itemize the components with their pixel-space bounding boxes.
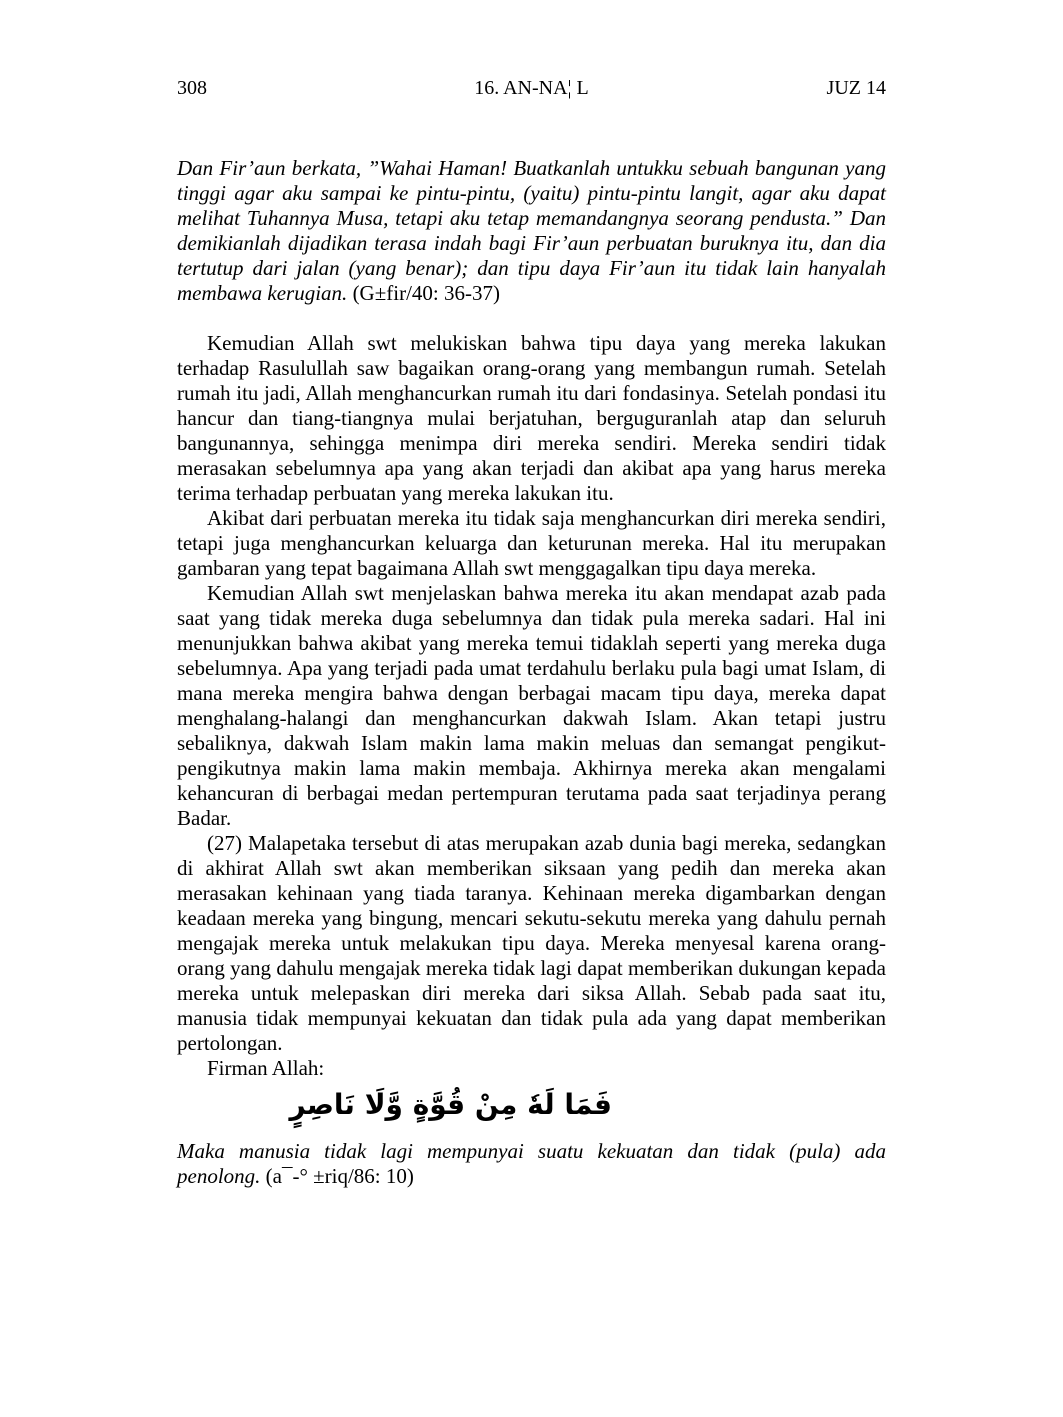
juz-label: JUZ 14 [826,77,886,99]
arabic-verse: فَمَا لَهٗ مِنْ قُوَّةٍ وَّلَا نَاصِرٍ [289,1088,612,1121]
paragraph: Firman Allah: [207,1056,325,1080]
paragraph: Kemudian Allah swt melukiskan bahwa tipu daya yang mereka lakukan terhadap Rasulullah saw bagaikan orang-orang yang membangun rumah. Setelah rumah itu jadi, Allah menghancurkan rumah itu dari fondasinya. Setelah pondasi itu hancur dan tiang-tiangnya mulai berjatuhan, berguguranlah atap dan seluruh bangunannya, sehingga menimpa diri mereka sendiri. Mereka sendiri tidak merasakan sebelumnya apa yang akan terjadi dan akibat apa yang harus mereka terima terhadap perbuatan yang mereka lakukan itu. [177,331,886,505]
quote-text: Dan Fir’aun berkata, ”Wahai Haman! Buatkanlah untukku sebuah bangunan yang tinggi agar aku sampai ke pintu-pintu, (yaitu) pintu-pintu langit, agar aku dapat melihat Tuhannya Musa, tetapi aku tetap memandangnya seorang pendusta.” Dan demikianlah dijadikan terasa indah bagi Fir’aun perbuatan buruknya itu, dan dia tertutup dari jalan (yang benar); dan tipu daya Fir’aun itu tidak lain hanyalah membawa kerugian. [177,156,886,305]
closing-reference: (a¯-° ±riq/86: 10) [265,1164,414,1188]
page-header [177,72,886,104]
paragraph: Akibat dari perbuatan mereka itu tidak saja menghancurkan diri mereka sendiri, tetapi juga menghancurkan keluarga dan keturunan mereka. Hal itu merupakan gambaran yang tepat bagaimana Allah swt menggagalkan tipu daya mereka. [177,506,886,580]
chapter-title: 16. AN-NA¦ L [474,77,589,99]
paragraph: Kemudian Allah swt menjelaskan bahwa mereka itu akan mendapat azab pada saat yang tidak mereka duga sebelumnya dan tidak pula mereka sadari. Hal ini menunjukkan bahwa akibat yang mereka temui tidaklah seperti yang mereka duga sebelumnya. Apa yang terjadi pada umat terdahulu berlaku pula bagi umat Islam, di mana mereka mengira bahwa dengan berbagai macam tipu daya, mereka dapat menghalang-halangi dan menghancurkan dakwah Islam. Akan tetapi justru sebaliknya, dakwah Islam makin lama makin meluas dan semangat pengikut-pengikutnya makin lama makin membaja. Akhirnya mereka akan mengalami kehancuran di berbagai medan pertempuran terutama pada saat terjadinya perang Badar. [177,581,886,830]
closing-text: Maka manusia tidak lagi mempunyai suatu kekuatan dan tidak (pula) ada penolong. [177,1139,886,1188]
quran-translation-quote [177,156,886,306]
verse-translation [177,1139,886,1189]
document-page [177,72,886,1189]
quote-reference: (G±fir/40: 36-37) [352,281,500,305]
commentary-body [177,331,886,1081]
page-number: 308 [177,77,207,99]
paragraph: (27) Malapetaka tersebut di atas merupakan azab dunia bagi mereka, sedangkan di akhirat Allah swt akan memberikan siksaan yang pedih dan mereka akan merasakan kehinaan yang tiada taranya. Kehinaan mereka digambarkan dengan keadaan mereka yang bingung, mencari sekutu-sekutu mereka yang dahulu pernah mengajak mereka untuk melakukan tipu daya. Mereka menyesal karena orang-orang yang dahulu mengajak mereka tidak lagi dapat memberikan dukungan kepada mereka untuk melepaskan diri mereka dari siksa Allah. Sebab pada saat itu, manusia tidak mempunyai kekuatan dan tidak pula ada yang dapat memberikan pertolongan. [177,831,886,1055]
